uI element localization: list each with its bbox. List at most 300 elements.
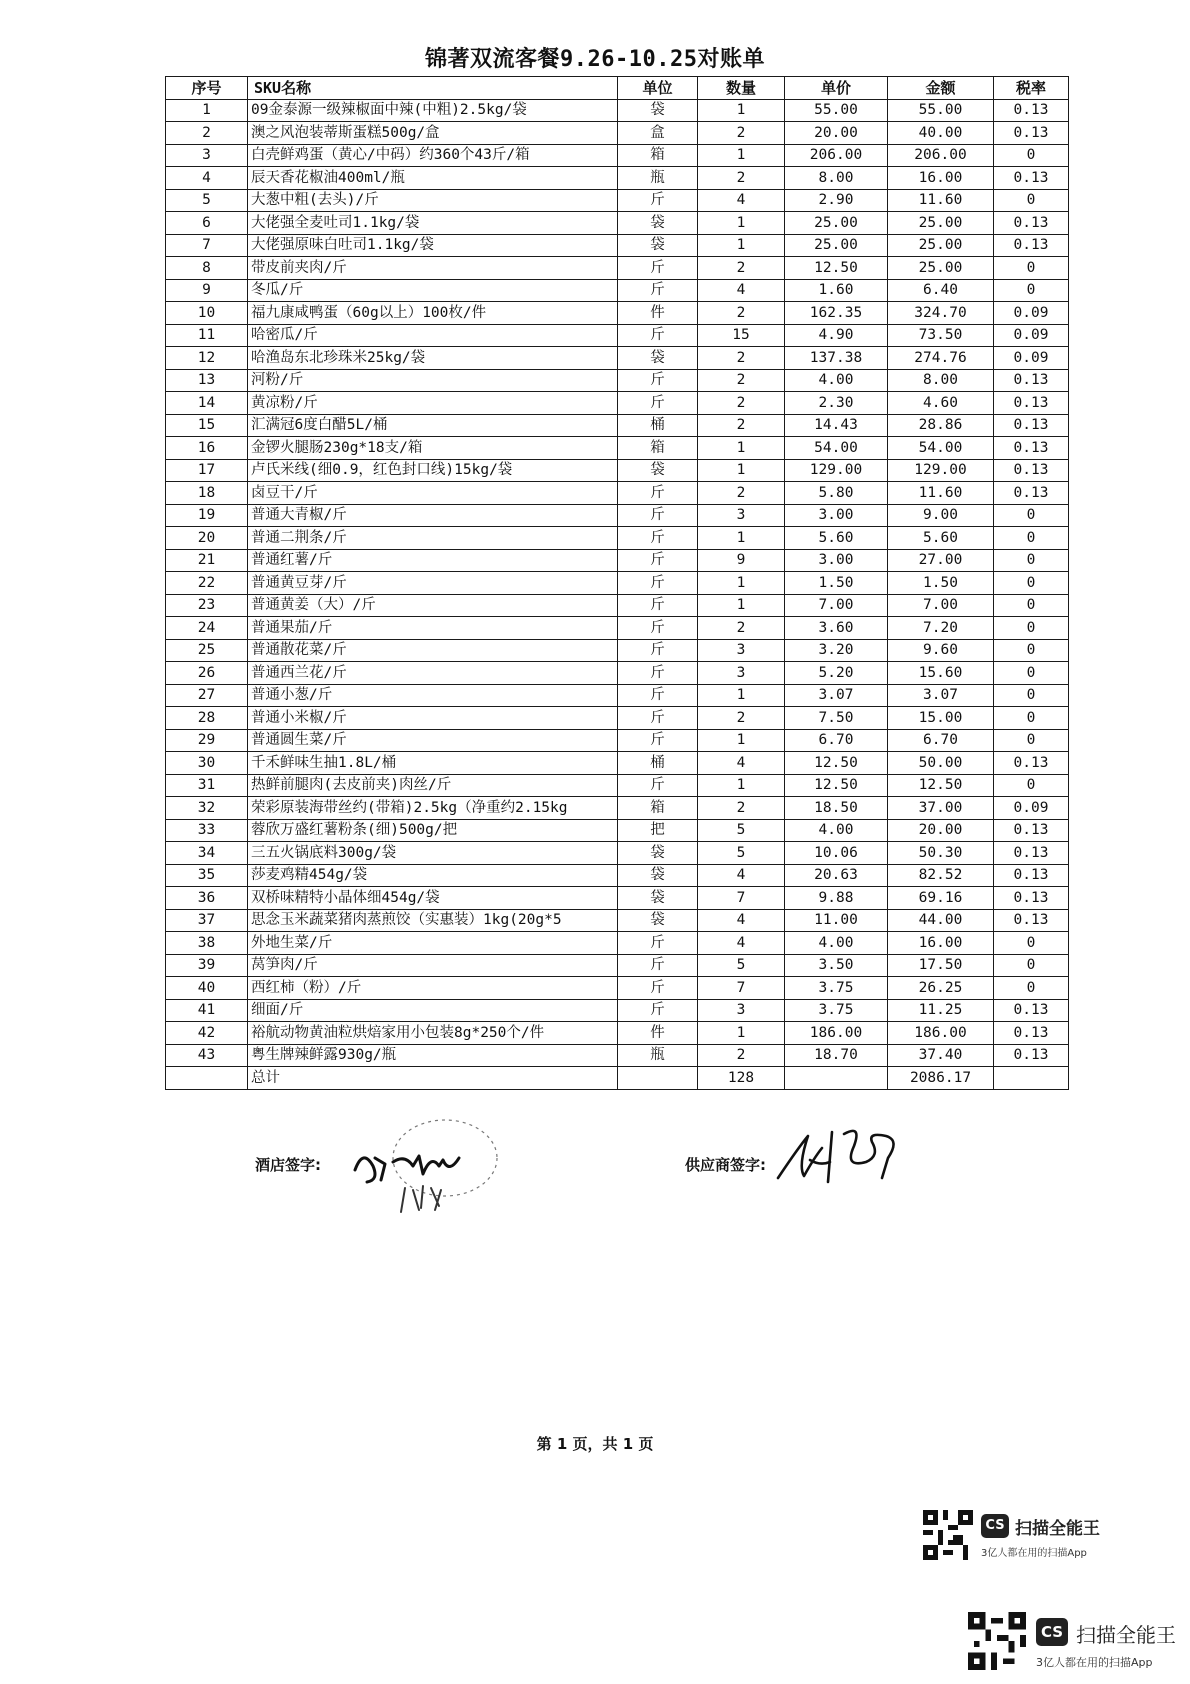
cell-amount: 44.00 xyxy=(888,909,994,932)
cell-unit: 斤 xyxy=(618,482,698,505)
cell-unit-price: 10.06 xyxy=(785,842,888,865)
cell-unit: 斤 xyxy=(618,932,698,955)
cell-tax-rate: 0.09 xyxy=(994,347,1069,370)
table-row xyxy=(166,977,1069,1000)
cell-quantity: 5 xyxy=(698,819,785,842)
cell-amount: 129.00 xyxy=(888,459,994,482)
cell-quantity: 3 xyxy=(698,639,785,662)
table-row xyxy=(166,729,1069,752)
cell-sku-name: 澳之风泡装蒂斯蛋糕500g/盒 xyxy=(248,122,618,145)
cell-index: 21 xyxy=(166,549,248,572)
cell-sku-name: 普通果茄/斤 xyxy=(248,617,618,640)
cell-amount: 274.76 xyxy=(888,347,994,370)
cell-sku-name: 细面/斤 xyxy=(248,999,618,1022)
cell-quantity: 3 xyxy=(698,999,785,1022)
cell-index: 4 xyxy=(166,167,248,190)
cell-unit-price: 9.88 xyxy=(785,887,888,910)
table-row xyxy=(166,324,1069,347)
cell-unit-price: 3.00 xyxy=(785,504,888,527)
cell-unit: 斤 xyxy=(618,189,698,212)
cell-tax-rate: 0 xyxy=(994,932,1069,955)
cell-tax-rate: 0.13 xyxy=(994,392,1069,415)
cell-quantity: 2 xyxy=(698,302,785,325)
table-row xyxy=(166,527,1069,550)
cell-unit: 袋 xyxy=(618,842,698,865)
cell-unit-price: 18.70 xyxy=(785,1044,888,1067)
cell-tax-rate: 0 xyxy=(994,774,1069,797)
cell-quantity: 4 xyxy=(698,189,785,212)
qr-code-icon xyxy=(968,1612,1026,1670)
cell-amount: 12.50 xyxy=(888,774,994,797)
cell-unit-price: 137.38 xyxy=(785,347,888,370)
cell-quantity: 9 xyxy=(698,549,785,572)
cell-tax-rate: 0 xyxy=(994,954,1069,977)
cell-amount: 25.00 xyxy=(888,212,994,235)
cell-sku-name: 普通黄豆芽/斤 xyxy=(248,572,618,595)
cell-unit-price: 3.50 xyxy=(785,954,888,977)
cell-unit-price: 12.50 xyxy=(785,752,888,775)
cell-index: 25 xyxy=(166,639,248,662)
cell-unit: 袋 xyxy=(618,234,698,257)
cell-tax-rate: 0 xyxy=(994,617,1069,640)
cell-quantity: 2 xyxy=(698,1044,785,1067)
cell-sku-name: 莎麦鸡精454g/袋 xyxy=(248,864,618,887)
cell-amount: 37.40 xyxy=(888,1044,994,1067)
cell-unit-price: 20.00 xyxy=(785,122,888,145)
cell-amount: 54.00 xyxy=(888,437,994,460)
page-number: 第 1 页，共 1 页 xyxy=(536,1435,654,1453)
cell-amount: 11.25 xyxy=(888,999,994,1022)
cell-unit: 斤 xyxy=(618,662,698,685)
cs-logo-icon: CS xyxy=(981,1514,1009,1538)
cell-quantity: 4 xyxy=(698,909,785,932)
cell-tax-rate: 0.13 xyxy=(994,212,1069,235)
cell-unit: 斤 xyxy=(618,729,698,752)
cell-quantity: 2 xyxy=(698,392,785,415)
cell-unit-price: 25.00 xyxy=(785,212,888,235)
cell-unit-price: 5.60 xyxy=(785,527,888,550)
cell-quantity: 1 xyxy=(698,594,785,617)
cell-unit: 斤 xyxy=(618,527,698,550)
cell-index: 12 xyxy=(166,347,248,370)
cell-index: 22 xyxy=(166,572,248,595)
cell-tax-rate: 0.13 xyxy=(994,369,1069,392)
cell-amount: 26.25 xyxy=(888,977,994,1000)
total-amount: 2086.17 xyxy=(888,1067,994,1090)
table-row xyxy=(166,932,1069,955)
cell-sku-name: 大葱中粗(去头)/斤 xyxy=(248,189,618,212)
cell-tax-rate: 0 xyxy=(994,594,1069,617)
cell-index: 43 xyxy=(166,1044,248,1067)
cell-sku-name: 普通西兰花/斤 xyxy=(248,662,618,685)
total-row xyxy=(166,1067,1069,1090)
cell-unit: 盒 xyxy=(618,122,698,145)
cell-index: 3 xyxy=(166,144,248,167)
cell-quantity: 3 xyxy=(698,504,785,527)
table-row xyxy=(166,684,1069,707)
cell-unit-price: 55.00 xyxy=(785,99,888,122)
total-tax-cell xyxy=(994,1067,1069,1090)
cell-unit-price: 12.50 xyxy=(785,257,888,280)
cell-unit: 斤 xyxy=(618,504,698,527)
cell-amount: 1.50 xyxy=(888,572,994,595)
cell-quantity: 2 xyxy=(698,167,785,190)
cell-index: 39 xyxy=(166,954,248,977)
cell-sku-name: 莴笋肉/斤 xyxy=(248,954,618,977)
cell-unit-price: 7.00 xyxy=(785,594,888,617)
cell-tax-rate: 0 xyxy=(994,189,1069,212)
cell-unit: 斤 xyxy=(618,324,698,347)
cell-unit-price: 5.80 xyxy=(785,482,888,505)
cell-amount: 25.00 xyxy=(888,234,994,257)
cell-sku-name: 三五火锅底料300g/袋 xyxy=(248,842,618,865)
table-row xyxy=(166,1022,1069,1045)
cell-index: 16 xyxy=(166,437,248,460)
cell-index: 14 xyxy=(166,392,248,415)
cell-unit: 斤 xyxy=(618,594,698,617)
cell-unit: 袋 xyxy=(618,887,698,910)
cell-amount: 37.00 xyxy=(888,797,994,820)
reconciliation-table xyxy=(165,76,1069,1090)
table-row xyxy=(166,257,1069,280)
table-row xyxy=(166,954,1069,977)
watermark-slogan: 3亿人都在用的扫描App xyxy=(1036,1656,1153,1669)
cell-index: 13 xyxy=(166,369,248,392)
table-row xyxy=(166,1044,1069,1067)
cell-sku-name: 辰天香花椒油400ml/瓶 xyxy=(248,167,618,190)
cell-unit-price: 3.20 xyxy=(785,639,888,662)
cell-tax-rate: 0.13 xyxy=(994,819,1069,842)
table-row xyxy=(166,549,1069,572)
total-index-cell xyxy=(166,1067,248,1090)
cell-unit: 袋 xyxy=(618,347,698,370)
supplier-signature-stroke xyxy=(778,1131,894,1182)
cell-quantity: 4 xyxy=(698,752,785,775)
table-row xyxy=(166,504,1069,527)
cell-sku-name: 双桥味精特小晶体细454g/袋 xyxy=(248,887,618,910)
cell-tax-rate: 0.13 xyxy=(994,437,1069,460)
cell-quantity: 7 xyxy=(698,887,785,910)
cell-unit: 斤 xyxy=(618,572,698,595)
cell-tax-rate: 0 xyxy=(994,684,1069,707)
cell-amount: 73.50 xyxy=(888,324,994,347)
cell-unit-price: 8.00 xyxy=(785,167,888,190)
cell-unit: 箱 xyxy=(618,797,698,820)
cell-sku-name: 外地生菜/斤 xyxy=(248,932,618,955)
cell-quantity: 1 xyxy=(698,437,785,460)
cell-unit-price: 54.00 xyxy=(785,437,888,460)
header-index: 序号 xyxy=(166,77,248,100)
cell-tax-rate: 0.13 xyxy=(994,887,1069,910)
cell-amount: 3.07 xyxy=(888,684,994,707)
cell-tax-rate: 0.13 xyxy=(994,842,1069,865)
supplier-signature-label: 供应商签字: xyxy=(685,1156,766,1174)
cell-unit: 斤 xyxy=(618,257,698,280)
cell-index: 31 xyxy=(166,774,248,797)
cell-tax-rate: 0 xyxy=(994,549,1069,572)
cell-unit-price: 206.00 xyxy=(785,144,888,167)
cell-tax-rate: 0.09 xyxy=(994,324,1069,347)
cell-tax-rate: 0.13 xyxy=(994,1044,1069,1067)
hotel-signature-scribble xyxy=(401,1186,441,1212)
cell-sku-name: 普通散花菜/斤 xyxy=(248,639,618,662)
cell-unit-price: 3.75 xyxy=(785,999,888,1022)
cell-unit-price: 20.63 xyxy=(785,864,888,887)
cell-tax-rate: 0 xyxy=(994,572,1069,595)
cell-quantity: 1 xyxy=(698,684,785,707)
cell-unit-price: 6.70 xyxy=(785,729,888,752)
cell-tax-rate: 0 xyxy=(994,257,1069,280)
cell-sku-name: 大佬强全麦吐司1.1kg/袋 xyxy=(248,212,618,235)
cell-amount: 9.60 xyxy=(888,639,994,662)
cell-unit-price: 18.50 xyxy=(785,797,888,820)
cell-unit: 斤 xyxy=(618,617,698,640)
cell-amount: 82.52 xyxy=(888,864,994,887)
cell-amount: 55.00 xyxy=(888,99,994,122)
cell-quantity: 2 xyxy=(698,797,785,820)
cell-sku-name: 普通大青椒/斤 xyxy=(248,504,618,527)
cell-tax-rate: 0 xyxy=(994,279,1069,302)
cell-unit: 袋 xyxy=(618,99,698,122)
cell-index: 35 xyxy=(166,864,248,887)
cell-index: 9 xyxy=(166,279,248,302)
cell-quantity: 1 xyxy=(698,572,785,595)
cell-unit: 件 xyxy=(618,302,698,325)
cell-unit-price: 2.30 xyxy=(785,392,888,415)
cell-amount: 6.70 xyxy=(888,729,994,752)
cell-tax-rate: 0.13 xyxy=(994,999,1069,1022)
table-row xyxy=(166,144,1069,167)
cell-amount: 40.00 xyxy=(888,122,994,145)
document-title: 锦著双流客餐9.26-10.25对账单 xyxy=(425,47,765,72)
cell-unit-price: 3.75 xyxy=(785,977,888,1000)
cell-amount: 324.70 xyxy=(888,302,994,325)
cell-amount: 28.86 xyxy=(888,414,994,437)
cell-unit-price: 11.00 xyxy=(785,909,888,932)
cell-quantity: 4 xyxy=(698,932,785,955)
cell-amount: 16.00 xyxy=(888,167,994,190)
cell-tax-rate: 0 xyxy=(994,977,1069,1000)
table-row xyxy=(166,572,1069,595)
table-row xyxy=(166,594,1069,617)
cell-unit: 斤 xyxy=(618,954,698,977)
cell-amount: 5.60 xyxy=(888,527,994,550)
cell-unit: 件 xyxy=(618,1022,698,1045)
table-row xyxy=(166,639,1069,662)
cell-sku-name: 思念玉米蔬菜猪肉蒸煎饺（实惠装）1kg(20g*5 xyxy=(248,909,618,932)
watermark-large xyxy=(968,1612,1178,1674)
cell-amount: 6.40 xyxy=(888,279,994,302)
cell-tax-rate: 0.13 xyxy=(994,1022,1069,1045)
table-row xyxy=(166,234,1069,257)
cell-unit: 斤 xyxy=(618,707,698,730)
cell-unit: 斤 xyxy=(618,369,698,392)
cell-sku-name: 普通小葱/斤 xyxy=(248,684,618,707)
table-row xyxy=(166,302,1069,325)
cell-tax-rate: 0.13 xyxy=(994,414,1069,437)
cell-tax-rate: 0 xyxy=(994,144,1069,167)
cell-index: 17 xyxy=(166,459,248,482)
cell-quantity: 1 xyxy=(698,99,785,122)
cell-tax-rate: 0.13 xyxy=(994,122,1069,145)
watermark-brand: 扫描全能王 xyxy=(1015,1519,1100,1539)
cell-tax-rate: 0.13 xyxy=(994,167,1069,190)
cell-tax-rate: 0 xyxy=(994,504,1069,527)
cell-unit: 斤 xyxy=(618,977,698,1000)
cell-quantity: 1 xyxy=(698,234,785,257)
cell-quantity: 1 xyxy=(698,212,785,235)
cell-index: 28 xyxy=(166,707,248,730)
cell-sku-name: 黄凉粉/斤 xyxy=(248,392,618,415)
header-unit-price: 单价 xyxy=(785,77,888,100)
cell-unit: 斤 xyxy=(618,279,698,302)
cell-quantity: 2 xyxy=(698,257,785,280)
cell-quantity: 2 xyxy=(698,707,785,730)
cell-tax-rate: 0.13 xyxy=(994,459,1069,482)
cell-unit: 把 xyxy=(618,819,698,842)
cell-amount: 7.00 xyxy=(888,594,994,617)
cell-quantity: 2 xyxy=(698,482,785,505)
cell-index: 19 xyxy=(166,504,248,527)
cell-index: 40 xyxy=(166,977,248,1000)
total-quantity: 128 xyxy=(698,1067,785,1090)
cell-sku-name: 卢氏米线(细0.9，红色封口线)15kg/袋 xyxy=(248,459,618,482)
header-tax-rate: 税率 xyxy=(994,77,1069,100)
cell-index: 33 xyxy=(166,819,248,842)
total-label: 总计 xyxy=(248,1067,618,1090)
cell-sku-name: 大佬强原味白吐司1.1kg/袋 xyxy=(248,234,618,257)
cell-index: 10 xyxy=(166,302,248,325)
cell-quantity: 2 xyxy=(698,414,785,437)
cell-quantity: 1 xyxy=(698,729,785,752)
cell-tax-rate: 0 xyxy=(994,707,1069,730)
cell-unit: 袋 xyxy=(618,459,698,482)
cell-tax-rate: 0.13 xyxy=(994,99,1069,122)
cell-sku-name: 白壳鲜鸡蛋（黄心/中码）约360个43斤/箱 xyxy=(248,144,618,167)
cell-sku-name: 金锣火腿肠230g*18支/箱 xyxy=(248,437,618,460)
cell-unit-price: 5.20 xyxy=(785,662,888,685)
table-row xyxy=(166,167,1069,190)
cell-index: 29 xyxy=(166,729,248,752)
cell-amount: 50.30 xyxy=(888,842,994,865)
table-row xyxy=(166,797,1069,820)
cell-tax-rate: 0.09 xyxy=(994,797,1069,820)
cell-index: 36 xyxy=(166,887,248,910)
header-quantity: 数量 xyxy=(698,77,785,100)
cell-quantity: 1 xyxy=(698,144,785,167)
cell-sku-name: 西红柿（粉）/斤 xyxy=(248,977,618,1000)
cell-index: 18 xyxy=(166,482,248,505)
cell-tax-rate: 0.13 xyxy=(994,864,1069,887)
cell-sku-name: 冬瓜/斤 xyxy=(248,279,618,302)
cell-index: 1 xyxy=(166,99,248,122)
cell-sku-name: 福九康咸鸭蛋（60g以上）100枚/件 xyxy=(248,302,618,325)
cell-index: 5 xyxy=(166,189,248,212)
watermark-slogan: 3亿人都在用的扫描App xyxy=(981,1548,1087,1559)
cell-amount: 11.60 xyxy=(888,482,994,505)
cell-sku-name: 普通圆生菜/斤 xyxy=(248,729,618,752)
table-row xyxy=(166,482,1069,505)
cell-tax-rate: 0 xyxy=(994,662,1069,685)
cell-index: 15 xyxy=(166,414,248,437)
cell-quantity: 4 xyxy=(698,279,785,302)
cell-unit: 箱 xyxy=(618,144,698,167)
cell-index: 11 xyxy=(166,324,248,347)
table-row xyxy=(166,347,1069,370)
stamp-ring xyxy=(393,1120,497,1196)
cell-amount: 16.00 xyxy=(888,932,994,955)
cell-tax-rate: 0.13 xyxy=(994,909,1069,932)
cell-sku-name: 汇满冠6度白醋5L/桶 xyxy=(248,414,618,437)
watermark-small xyxy=(923,1510,1123,1562)
cell-sku-name: 蓉欣万盛红薯粉条(细)500g/把 xyxy=(248,819,618,842)
cell-index: 27 xyxy=(166,684,248,707)
hotel-signature xyxy=(345,1118,515,1228)
table-row xyxy=(166,842,1069,865)
cell-amount: 4.60 xyxy=(888,392,994,415)
cell-unit-price: 7.50 xyxy=(785,707,888,730)
cell-amount: 8.00 xyxy=(888,369,994,392)
table-row xyxy=(166,887,1069,910)
watermark-brand: 扫描全能王 xyxy=(1076,1623,1176,1647)
cell-index: 20 xyxy=(166,527,248,550)
cell-unit-price: 3.60 xyxy=(785,617,888,640)
cell-tax-rate: 0 xyxy=(994,639,1069,662)
table-body xyxy=(166,99,1069,1067)
table-row xyxy=(166,99,1069,122)
cell-index: 23 xyxy=(166,594,248,617)
cell-unit: 袋 xyxy=(618,909,698,932)
cell-quantity: 5 xyxy=(698,954,785,977)
cell-quantity: 5 xyxy=(698,842,785,865)
cell-quantity: 3 xyxy=(698,662,785,685)
cell-quantity: 2 xyxy=(698,347,785,370)
cell-quantity: 2 xyxy=(698,122,785,145)
cell-sku-name: 09金泰源一级辣椒面中辣(中粗)2.5kg/袋 xyxy=(248,99,618,122)
cell-unit-price: 4.00 xyxy=(785,369,888,392)
cell-unit: 箱 xyxy=(618,437,698,460)
total-unit-cell xyxy=(618,1067,698,1090)
table-row xyxy=(166,122,1069,145)
cell-unit-price: 1.60 xyxy=(785,279,888,302)
cell-tax-rate: 0 xyxy=(994,527,1069,550)
cell-quantity: 1 xyxy=(698,459,785,482)
cell-quantity: 7 xyxy=(698,977,785,1000)
cell-index: 26 xyxy=(166,662,248,685)
cell-quantity: 4 xyxy=(698,864,785,887)
cell-sku-name: 裕航动物黄油粒烘焙家用小包装8g*250个/件 xyxy=(248,1022,618,1045)
table-row xyxy=(166,369,1069,392)
cell-sku-name: 普通二荆条/斤 xyxy=(248,527,618,550)
cell-unit-price: 14.43 xyxy=(785,414,888,437)
table-row xyxy=(166,864,1069,887)
cell-index: 24 xyxy=(166,617,248,640)
table-row xyxy=(166,414,1069,437)
cell-unit-price: 2.90 xyxy=(785,189,888,212)
cell-amount: 20.00 xyxy=(888,819,994,842)
cell-sku-name: 带皮前夹肉/斤 xyxy=(248,257,618,280)
cell-unit-price: 186.00 xyxy=(785,1022,888,1045)
table-row xyxy=(166,279,1069,302)
cell-unit: 瓶 xyxy=(618,167,698,190)
cell-quantity: 2 xyxy=(698,617,785,640)
cell-amount: 17.50 xyxy=(888,954,994,977)
hotel-signature-label: 酒店签字: xyxy=(255,1156,321,1174)
cell-index: 38 xyxy=(166,932,248,955)
table-header-row xyxy=(166,77,1069,100)
cell-unit-price: 3.00 xyxy=(785,549,888,572)
cell-tax-rate: 0 xyxy=(994,729,1069,752)
